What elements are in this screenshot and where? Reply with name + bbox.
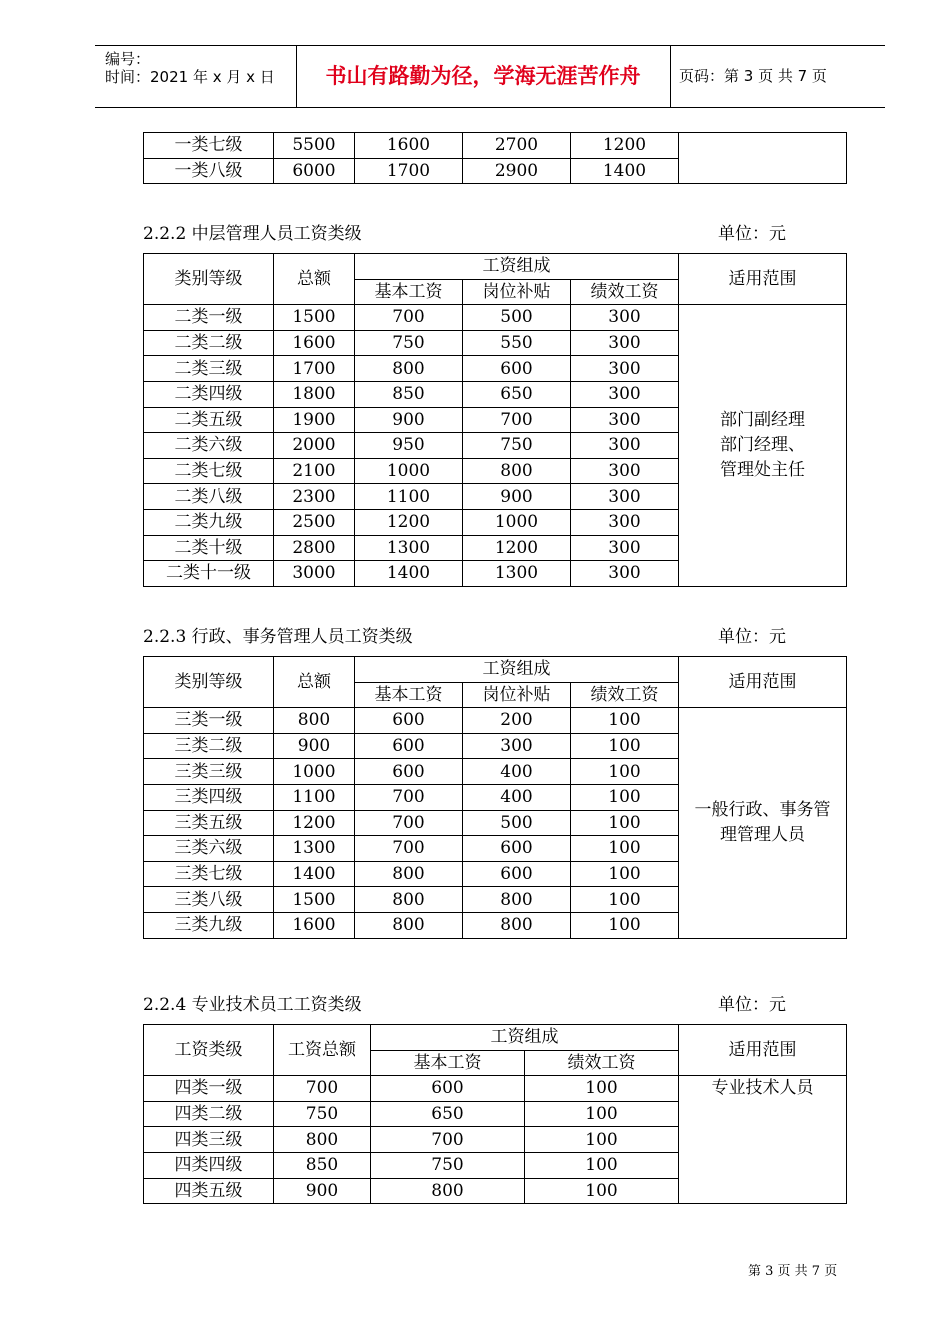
header-composition: 工资组成 (355, 254, 679, 280)
cell-total: 850 (274, 1152, 371, 1178)
cell-category: 二类三级 (144, 356, 274, 382)
cell-basic: 800 (355, 912, 463, 938)
cell-basic: 800 (355, 356, 463, 382)
cell-basic: 650 (371, 1101, 525, 1127)
header-composition: 工资组成 (355, 657, 679, 683)
cell-basic: 750 (371, 1152, 525, 1178)
cell-total: 750 (274, 1101, 371, 1127)
cell-performance: 300 (571, 484, 679, 510)
cell-total: 1500 (274, 305, 355, 331)
cell-performance: 100 (571, 887, 679, 913)
cell-performance: 100 (571, 912, 679, 938)
cell-performance: 100 (571, 836, 679, 862)
header-category: 类别等级 (144, 657, 274, 708)
cell-category: 二类十一级 (144, 561, 274, 587)
header-total: 总额 (274, 657, 355, 708)
cell-performance: 300 (571, 381, 679, 407)
cell-basic: 600 (355, 708, 463, 734)
scope-line: 管理处主任 (720, 459, 805, 480)
cell-basic: 700 (371, 1127, 525, 1153)
header-scope: 适用范围 (679, 1025, 847, 1076)
cell-basic: 800 (371, 1178, 525, 1204)
salary-table-middle-management (143, 253, 847, 587)
section-title-technical-staff: 2.2.4 专业技术员工工资类级 (143, 995, 362, 1015)
cell-allowance: 2700 (463, 133, 571, 159)
cell-total: 900 (274, 1178, 371, 1204)
cell-total: 1400 (274, 861, 355, 887)
cell-allowance: 1000 (463, 509, 571, 535)
header-allowance: 岗位补贴 (463, 682, 571, 708)
cell-performance: 100 (571, 861, 679, 887)
header-allowance: 岗位补贴 (463, 279, 571, 305)
cell-total: 1600 (274, 912, 355, 938)
section-title-admin-staff: 2.2.3 行政、事务管理人员工资类级 (143, 627, 413, 647)
cell-allowance: 200 (463, 708, 571, 734)
cell-category: 三类八级 (144, 887, 274, 913)
cell-total: 1000 (274, 759, 355, 785)
cell-category: 二类八级 (144, 484, 274, 510)
header-meta (105, 50, 295, 86)
page-footer: 第 3 页 共 7 页 (748, 1264, 838, 1279)
cell-allowance: 1200 (463, 535, 571, 561)
cell-total: 1700 (274, 356, 355, 382)
header-scope: 适用范围 (679, 657, 847, 708)
cell-performance: 100 (525, 1178, 679, 1204)
cell-basic: 1700 (355, 158, 463, 184)
cell-category: 二类七级 (144, 458, 274, 484)
cell-category: 三类二级 (144, 733, 274, 759)
cell-performance: 300 (571, 458, 679, 484)
cell-category: 四类一级 (144, 1076, 274, 1102)
cell-performance: 300 (571, 509, 679, 535)
cell-category: 三类五级 (144, 810, 274, 836)
document-time-label: 时间：2021 年 x 月 x 日 (105, 68, 275, 86)
cell-performance: 300 (571, 433, 679, 459)
cell-allowance: 300 (463, 733, 571, 759)
cell-category: 二类四级 (144, 381, 274, 407)
cell-total: 3000 (274, 561, 355, 587)
cell-performance: 100 (525, 1152, 679, 1178)
cell-category: 四类五级 (144, 1178, 274, 1204)
cell-scope (679, 305, 847, 587)
cell-category: 三类九级 (144, 912, 274, 938)
document-number-label: 编号： (105, 50, 151, 68)
header-basic: 基本工资 (371, 1050, 525, 1076)
header-basic: 基本工资 (355, 279, 463, 305)
cell-total: 2500 (274, 509, 355, 535)
cell-basic: 1100 (355, 484, 463, 510)
unit-label: 单位：元 (718, 224, 786, 244)
cell-category: 一类七级 (144, 133, 274, 159)
cell-total: 2000 (274, 433, 355, 459)
table-row (144, 1076, 847, 1102)
unit-label: 单位：元 (718, 627, 786, 647)
cell-basic: 1600 (355, 133, 463, 159)
cell-performance: 100 (571, 759, 679, 785)
cell-basic: 1300 (355, 535, 463, 561)
cell-category: 三类四级 (144, 784, 274, 810)
cell-basic: 700 (355, 784, 463, 810)
salary-table-technical-staff (143, 1024, 847, 1204)
header-total: 总额 (274, 254, 355, 305)
cell-performance: 300 (571, 535, 679, 561)
cell-allowance: 400 (463, 759, 571, 785)
header-divider (670, 46, 671, 107)
cell-total: 1100 (274, 784, 355, 810)
unit-label: 单位：元 (718, 995, 786, 1015)
cell-total: 1500 (274, 887, 355, 913)
cell-category: 二类九级 (144, 509, 274, 535)
cell-category: 二类六级 (144, 433, 274, 459)
header-motto: 书山有路勤为径，学海无涯苦作舟 (325, 64, 641, 88)
salary-table-continuation (143, 132, 847, 184)
cell-allowance: 550 (463, 330, 571, 356)
cell-allowance: 600 (463, 356, 571, 382)
header-performance: 绩效工资 (571, 279, 679, 305)
cell-category: 二类一级 (144, 305, 274, 331)
scope-line: 一般行政、事务管 (694, 799, 831, 820)
cell-basic: 700 (355, 305, 463, 331)
cell-performance: 100 (525, 1127, 679, 1153)
header-performance: 绩效工资 (525, 1050, 679, 1076)
cell-category: 四类二级 (144, 1101, 274, 1127)
cell-allowance: 600 (463, 861, 571, 887)
header-total: 工资总额 (274, 1025, 371, 1076)
cell-basic: 900 (355, 407, 463, 433)
scope-line: 专业技术人员 (711, 1078, 814, 1099)
cell-total: 1900 (274, 407, 355, 433)
cell-performance: 300 (571, 407, 679, 433)
cell-allowance: 650 (463, 381, 571, 407)
cell-allowance: 900 (463, 484, 571, 510)
cell-allowance: 750 (463, 433, 571, 459)
cell-category: 三类三级 (144, 759, 274, 785)
cell-performance: 1400 (571, 158, 679, 184)
cell-allowance: 800 (463, 458, 571, 484)
cell-performance: 100 (571, 784, 679, 810)
cell-total: 1200 (274, 810, 355, 836)
cell-total: 1300 (274, 836, 355, 862)
cell-total: 900 (274, 733, 355, 759)
cell-basic: 950 (355, 433, 463, 459)
cell-total: 1800 (274, 381, 355, 407)
scope-line: 理管理人员 (720, 824, 805, 845)
cell-category: 二类二级 (144, 330, 274, 356)
header-page-number: 页码：第 3 页 共 7 页 (679, 67, 827, 85)
cell-allowance: 2900 (463, 158, 571, 184)
header-category: 类别等级 (144, 254, 274, 305)
cell-basic: 800 (355, 887, 463, 913)
cell-category: 三类一级 (144, 708, 274, 734)
cell-basic: 600 (355, 759, 463, 785)
page-header (95, 45, 885, 108)
cell-performance: 300 (571, 356, 679, 382)
cell-total: 800 (274, 708, 355, 734)
cell-allowance: 800 (463, 912, 571, 938)
cell-allowance: 400 (463, 784, 571, 810)
header-category: 工资类级 (144, 1025, 274, 1076)
cell-performance: 300 (571, 305, 679, 331)
cell-category: 四类三级 (144, 1127, 274, 1153)
cell-allowance: 800 (463, 887, 571, 913)
cell-basic: 750 (355, 330, 463, 356)
cell-basic: 800 (355, 861, 463, 887)
cell-total: 2800 (274, 535, 355, 561)
header-composition: 工资组成 (371, 1025, 679, 1051)
cell-allowance: 500 (463, 810, 571, 836)
cell-performance: 100 (525, 1076, 679, 1102)
cell-scope (679, 133, 847, 184)
cell-basic: 850 (355, 381, 463, 407)
cell-total: 2300 (274, 484, 355, 510)
table-row (144, 133, 847, 159)
cell-scope (679, 708, 847, 938)
cell-category: 一类八级 (144, 158, 274, 184)
cell-allowance: 1300 (463, 561, 571, 587)
table-row (144, 305, 847, 331)
cell-basic: 600 (355, 733, 463, 759)
cell-performance: 300 (571, 561, 679, 587)
cell-total: 700 (274, 1076, 371, 1102)
cell-total: 800 (274, 1127, 371, 1153)
cell-basic: 1200 (355, 509, 463, 535)
cell-total: 5500 (274, 133, 355, 159)
cell-basic: 1400 (355, 561, 463, 587)
salary-table-admin-staff (143, 656, 847, 939)
header-scope: 适用范围 (679, 254, 847, 305)
cell-scope (679, 1076, 847, 1204)
cell-allowance: 700 (463, 407, 571, 433)
cell-basic: 1000 (355, 458, 463, 484)
cell-total: 1600 (274, 330, 355, 356)
cell-performance: 100 (571, 708, 679, 734)
cell-allowance: 600 (463, 836, 571, 862)
cell-category: 三类六级 (144, 836, 274, 862)
cell-performance: 100 (525, 1101, 679, 1127)
cell-performance: 1200 (571, 133, 679, 159)
cell-total: 6000 (274, 158, 355, 184)
cell-performance: 100 (571, 810, 679, 836)
cell-category: 二类五级 (144, 407, 274, 433)
cell-basic: 700 (355, 810, 463, 836)
cell-category: 二类十级 (144, 535, 274, 561)
scope-line: 部门副经理 (720, 409, 805, 430)
scope-line: 部门经理、 (720, 434, 805, 455)
cell-basic: 600 (371, 1076, 525, 1102)
cell-category: 四类四级 (144, 1152, 274, 1178)
cell-category: 三类七级 (144, 861, 274, 887)
cell-performance: 300 (571, 330, 679, 356)
header-performance: 绩效工资 (571, 682, 679, 708)
section-title-middle-management: 2.2.2 中层管理人员工资类级 (143, 224, 362, 244)
cell-allowance: 500 (463, 305, 571, 331)
header-basic: 基本工资 (355, 682, 463, 708)
cell-performance: 100 (571, 733, 679, 759)
cell-total: 2100 (274, 458, 355, 484)
table-row (144, 708, 847, 734)
cell-basic: 700 (355, 836, 463, 862)
